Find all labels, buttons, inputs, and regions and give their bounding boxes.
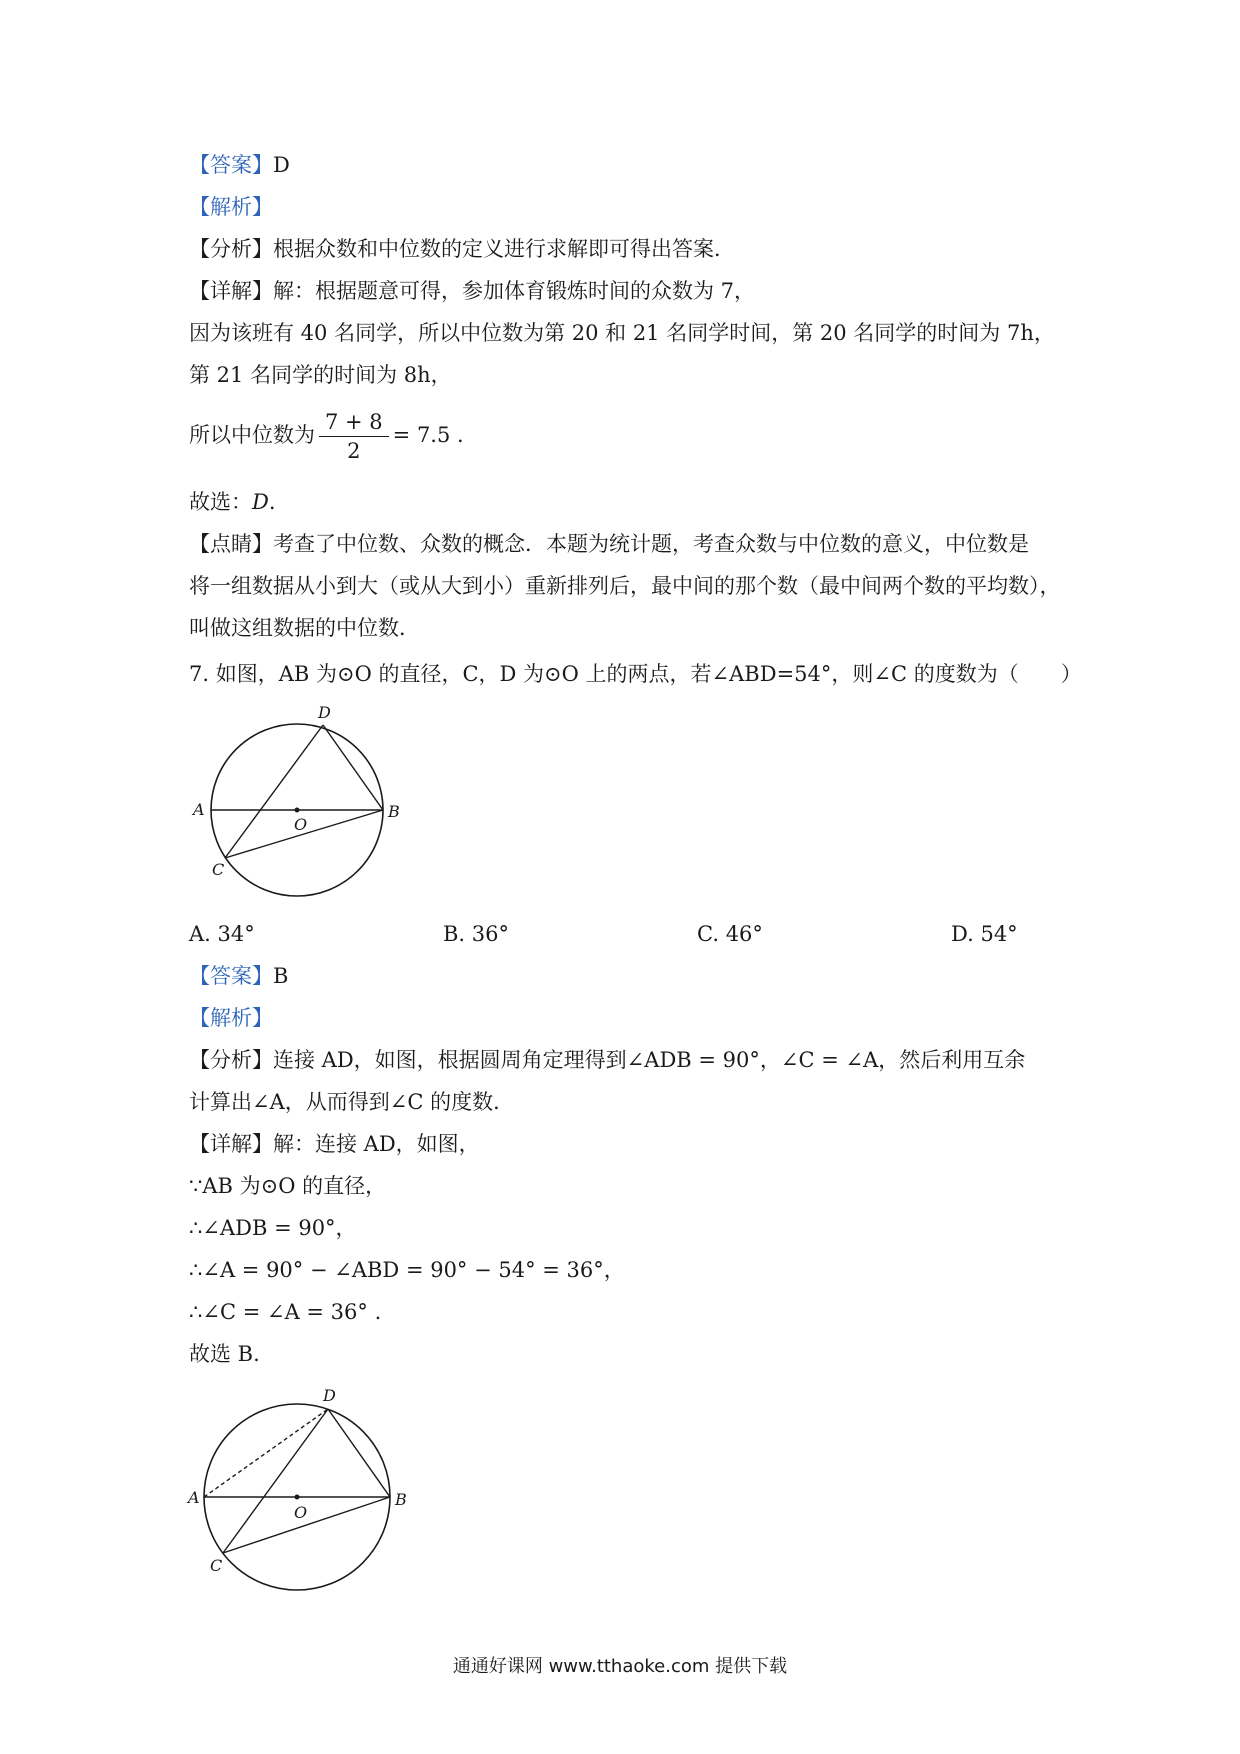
q7-step3: ∴∠A = 90° − ∠ABD = 90° − 54° = 36°， [189, 1258, 625, 1282]
q7-fenxi-line2: 计算出∠A，从而得到∠C 的度数． [189, 1090, 515, 1114]
label-a: A [188, 1488, 200, 1507]
xiangjie-tag: 【详解】 [189, 1132, 273, 1156]
page-footer: 通通好课网 www.tthaoke.com 提供下载 [452, 1656, 788, 1677]
formula-result: = 7.5 . [392, 423, 464, 447]
center-point [295, 808, 300, 813]
fenxi-tag: 【分析】 [189, 237, 273, 261]
jiexi-tag: 【解析】 [189, 195, 273, 219]
q7-step1: ∵AB 为⊙O 的直径， [189, 1174, 387, 1198]
circle-figure-1 [190, 700, 420, 910]
answer-value: B [273, 964, 289, 988]
fenxi-text: 根据众数和中位数的定义进行求解即可得出答案． [273, 237, 735, 261]
choice-value: 36° [471, 922, 510, 946]
choice-b [443, 919, 509, 949]
label-o: O [294, 1503, 308, 1522]
label-o: O [294, 815, 308, 834]
xiangjie-text: 解：连接 AD，如图， [273, 1132, 480, 1156]
q6-median-formula [189, 408, 464, 465]
q6-guxuan-line [189, 487, 276, 517]
label-a: A [193, 800, 205, 819]
q7-xiangjie-line1 [189, 1129, 480, 1159]
q7-question: 7. 如图，AB 为⊙O 的直径，C，D 为⊙O 上的两点，若∠ABD=54°，则∠C 的度数为（ ） [189, 662, 1082, 686]
xiangjie-tag: 【详解】 [189, 279, 273, 303]
q6-xiangjie-line2: 因为该班有 40 名同学，所以中位数为第 20 和 21 名同学时间，第 20 名同学的时间为 7h， [189, 321, 1055, 345]
fenxi-tag: 【分析】 [189, 1048, 273, 1072]
answer-tag: 【答案】 [189, 153, 273, 177]
guxuan-prefix: 故选： [189, 490, 252, 514]
fraction-numerator: 7 + 8 [319, 408, 389, 437]
answer-tag: 【答案】 [189, 964, 273, 988]
q6-dianjing-line2: 将一组数据从小到大（或从大到小）重新排列后，最中间的那个数（最中间两个数的平均数）， [189, 574, 1061, 598]
fraction [319, 408, 389, 465]
q6-dianjing-line1 [189, 529, 1029, 559]
choice-letter: C. [697, 922, 719, 946]
q6-fenxi-line [189, 234, 735, 264]
q6-dianjing-line3: 叫做这组数据的中位数． [189, 616, 420, 640]
guxuan-suffix: . [268, 490, 276, 514]
label-c: C [210, 1556, 223, 1575]
fenxi-text: 连接 AD，如图，根据圆周角定理得到∠ADB = 90°，∠C = ∠A，然后利用互余 [273, 1048, 1026, 1072]
label-c: C [212, 860, 225, 879]
q7-step2: ∴∠ADB = 90°， [189, 1216, 357, 1240]
q7-answer-line [189, 961, 288, 991]
choice-d [951, 919, 1018, 949]
fraction-denominator: 2 [347, 439, 361, 463]
label-d: D [318, 703, 331, 722]
dianjing-text: 考查了中位数、众数的概念．本题为统计题，考查众数与中位数的意义，中位数是 [273, 532, 1029, 556]
jiexi-tag: 【解析】 [189, 1006, 273, 1030]
q6-jiexi-line [189, 192, 273, 222]
circle-figure-2 [185, 1385, 415, 1600]
choice-value: 54° [980, 922, 1018, 946]
choice-value: 46° [725, 922, 763, 946]
q7-guxuan: 故选 B. [189, 1342, 260, 1366]
label-b: B [388, 802, 400, 821]
choice-letter: B. [443, 922, 466, 946]
center-point [295, 1495, 300, 1500]
q7-step4: ∴∠C = ∠A = 36° . [189, 1300, 382, 1324]
guxuan-value: D [252, 490, 269, 514]
chord-db [323, 725, 383, 810]
q6-xiangjie-line1 [189, 276, 755, 306]
answer-value: D [273, 153, 290, 177]
choice-letter: D. [951, 922, 974, 946]
choice-a [189, 919, 255, 949]
q7-fenxi-line1 [189, 1045, 1025, 1075]
q7-jiexi-line [189, 1003, 273, 1033]
choice-value: 34° [217, 922, 255, 946]
choice-c [697, 919, 763, 949]
xiangjie-text: 解：根据题意可得，参加体育锻炼时间的众数为 7， [273, 279, 756, 303]
q6-answer-line [189, 150, 290, 180]
chord-db [328, 1409, 390, 1497]
dianjing-tag: 【点睛】 [189, 532, 273, 556]
label-d: D [323, 1386, 336, 1405]
q6-xiangjie-line3: 第 21 名同学的时间为 8h， [189, 363, 452, 387]
dashed-ad [204, 1409, 328, 1497]
formula-prefix: 所以中位数为 [189, 423, 315, 447]
choice-letter: A. [189, 922, 211, 946]
chord-cd [223, 1409, 328, 1553]
label-b: B [395, 1490, 407, 1509]
